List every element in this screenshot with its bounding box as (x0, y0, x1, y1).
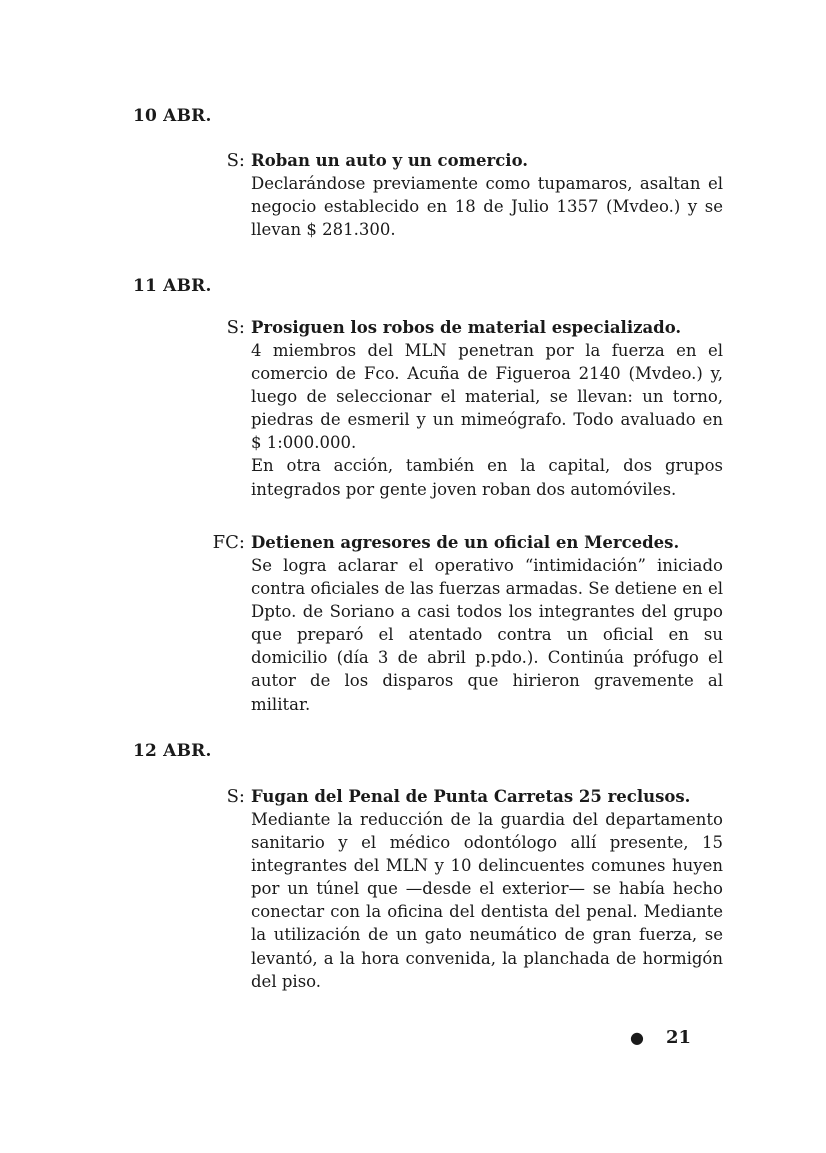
entry-paragraph: Declarándose previamente como tupamaros, asaltan el negocio establecido en 18 de Julio 1357 (Mvdeo.) y se llevan $ 281.300. (251, 174, 723, 240)
source-code: S: (226, 786, 245, 807)
news-entry (226, 785, 723, 993)
entry-paragraph: Mediante la reducción de la guardia del departamento sanitario y el médico odontólogo allí presente, 15 integrantes del MLN y 10 delincuentes comunes huyen por un túnel que —desde el exterior— se había hecho conectar con la oficina del dentista del penal. Mediante la utilización de un gato neumático de gran fuerza, se levantó, a la hora convenida, la planchada de hormigón del piso. (251, 810, 723, 991)
news-entry (226, 316, 723, 501)
entry-headline: Prosiguen los robos de material especializado. (251, 318, 682, 337)
news-entry (212, 531, 723, 716)
entry-headline: Detienen agresores de un oficial en Mercedes. (251, 533, 680, 552)
source-code: FC: (212, 532, 245, 553)
entry-headline: Fugan del Penal de Punta Carretas 25 reclusos. (251, 787, 691, 806)
bullet-icon: ● (630, 1028, 644, 1047)
date-heading: 11 ABR. (133, 276, 212, 296)
date-heading: 10 ABR. (133, 106, 212, 126)
source-code: S: (226, 317, 245, 338)
date-heading: 12 ABR. (133, 741, 212, 761)
entry-headline: Roban un auto y un comercio. (251, 151, 529, 170)
page-number: 21 (665, 1027, 692, 1048)
entry-paragraph: 4 miembros del MLN penetran por la fuerza en el comercio de Fco. Acuña de Figueroa 2140 (Mvdeo.) y, luego de seleccionar el material, se llevan: un torno, piedras de esmeril y un mimeógrafo. Todo avaluado en $ 1:000.000. (251, 341, 723, 453)
entry-paragraph: En otra acción, también en la capital, dos grupos integrados por gente joven roban dos automóviles. (251, 456, 723, 499)
entry-paragraph: Se logra aclarar el operativo “intimidación” iniciado contra oficiales de las fuerzas armadas. Se detiene en el Dpto. de Soriano a casi todos los integrantes del grupo que preparó el atentado contra un oficial en su domicilio (día 3 de abril p.pdo.). Continúa prófugo el autor de los disparos que hirieron gravemente al militar. (251, 556, 723, 714)
page-footer (630, 1027, 691, 1049)
news-entry (226, 149, 723, 241)
source-code: S: (226, 150, 245, 171)
